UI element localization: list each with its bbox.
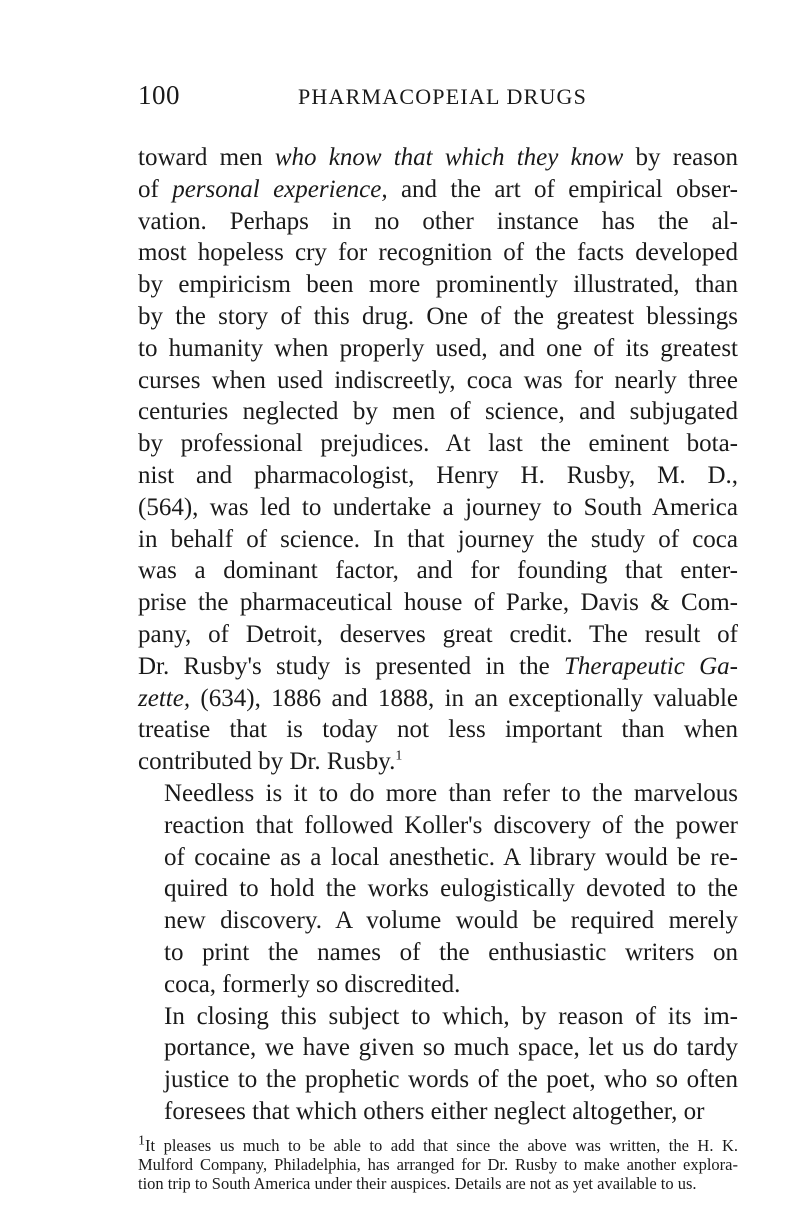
paragraph-line [138,683,738,715]
italic-run: zette, [138,684,191,712]
paragraph-line [138,492,738,524]
italic-run: Therapeutic Ga- [564,652,738,680]
footnote [138,1133,738,1193]
text-run: vation. Perhaps in no other instance has the al- [138,207,738,235]
book-page [138,80,738,1193]
footnote-line [138,1174,738,1193]
text-run: by professional prejudices. At last the eminent bota- [138,430,738,458]
paragraph-line [138,524,738,556]
text-run: treatise that is today not less important than when [138,716,738,744]
text-run: (564), was led to undertake a journey to South America [138,493,738,521]
paragraph-2 [138,778,738,1001]
text-run: by reason [623,144,739,171]
text-run: Needless is it to do more than refer to the marvelous [164,779,738,807]
paragraph-line [138,142,738,174]
italic-run: who know that which they know [274,144,624,171]
paragraph-line [138,428,738,460]
paragraph-line [138,873,738,905]
text-run: justice to the prophetic words of the poet, who so often [164,1066,738,1094]
paragraph-line [138,365,738,397]
text-run: to print the names of the enthusiastic writers on [164,938,738,966]
paragraph-line [138,714,738,746]
text-run: (634), 1886 and 1888, in an exceptionally valuable [190,684,738,712]
paragraph-line [138,396,738,428]
text-run: contributed by Dr. Rusby. [138,748,396,776]
text-run: and the art of empirical obser- [387,175,738,203]
paragraph-line [138,969,738,1001]
text-run: pany, of Detroit, deserves great credit. The result of [138,620,738,648]
paragraph-line [138,905,738,937]
footnote-marker: 1 [395,748,403,764]
text-run: It pleases us much to be able to add that since the above was written, the H. K. [145,1135,738,1155]
paragraph-1 [138,142,738,778]
paragraph-line [138,1032,738,1064]
paragraph-line [138,1001,738,1033]
footnote-marker: 1 [138,1133,145,1149]
footnote-line [138,1155,738,1174]
text-run: tion trip to South America under their auspices. Details are not as yet available to us. [138,1173,697,1193]
text-run: nist and pharmacologist, Henry H. Rusby, M. D., [138,461,738,489]
text-run: by the story of this drug. One of the greatest blessings [138,302,738,330]
paragraph-line [138,651,738,683]
text-run: of [138,175,173,203]
paragraph-line [138,810,738,842]
text-run: foresees that which others either neglect altogether, or [164,1097,705,1125]
paragraph-line [138,778,738,810]
paragraph-line [138,174,738,206]
paragraph-line [138,237,738,269]
paragraph-line [138,269,738,301]
text-run: by empiricism been more prominently illustrated, than [138,271,738,299]
paragraph-line [138,460,738,492]
text-run: centuries neglected by men of science, and subjugated [138,398,738,426]
body-text [138,142,738,1128]
paragraph-line [138,301,738,333]
text-run: to humanity when properly used, and one of its greatest [138,334,738,362]
italic-run: personal experience, [172,175,388,203]
text-run: coca, formerly so discredited. [164,970,461,998]
text-run: most hopeless cry for recognition of the facts developed [138,239,738,267]
text-run: Dr. Rusby's study is presented in the [138,652,565,680]
text-run: in behalf of science. In that journey the study of coca [138,525,738,553]
paragraph-line [138,206,738,238]
page-number: 100 [138,80,180,110]
paragraph-line [138,842,738,874]
paragraph-line [138,1064,738,1096]
paragraph-line [138,937,738,969]
text-run: was a dominant factor, and for founding that enter- [138,557,738,585]
text-run: new discovery. A volume would be required merely [164,907,738,935]
text-run: of cocaine as a local anesthetic. A library would be re- [164,843,738,871]
text-run: prise the pharmaceutical house of Parke, Davis & Com- [138,589,738,617]
text-run: Mulford Company, Philadelphia, has arranged for Dr. Rusby to make another explora- [138,1154,738,1174]
text-run: In closing this subject to which, by reason of its im- [164,1002,738,1030]
text-run: curses when used indiscreetly, coca was for nearly three [138,366,738,394]
text-run: toward men [138,144,275,171]
running-title: PHARMACOPEIAL DRUGS [298,84,588,109]
paragraph-3 [138,1001,738,1128]
paragraph-line [138,555,738,587]
text-run: reaction that followed Koller's discovery of the power [164,811,738,839]
footnote-line [138,1133,738,1155]
text-run: portance, we have given so much space, let us do tardy [164,1034,738,1062]
text-run: quired to hold the works eulogistically devoted to the [164,875,738,903]
paragraph-line [138,587,738,619]
running-head [138,80,738,120]
paragraph-line [138,1096,738,1128]
paragraph-line [138,746,738,778]
paragraph-line [138,333,738,365]
paragraph-line [138,619,738,651]
